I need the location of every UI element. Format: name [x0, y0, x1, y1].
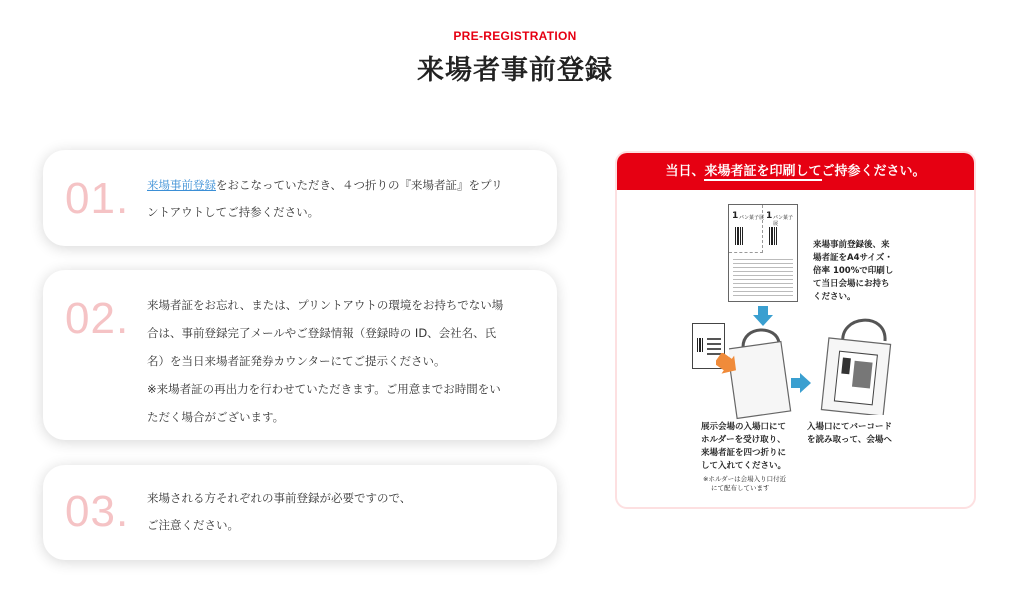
step-text-line: 名）を当日来場者証発券カウンターにてご提示ください。: [147, 354, 446, 368]
caption-line: 倍率 100%で印刷し: [813, 266, 894, 276]
step-text-line: ※来場者証の再出力を行わせていただきます。ご用意までお時間をい: [147, 382, 501, 396]
caption-line: 展示会場の入場口にて: [701, 422, 787, 432]
caption-line: 来場者証を四つ折りに: [701, 448, 787, 458]
caption-holder: [701, 421, 786, 473]
caption-line: して入れてください。: [701, 461, 787, 471]
caption-line: を読み取って、会場へ: [807, 435, 892, 445]
step-card-2: [43, 270, 557, 440]
panel-header: [617, 153, 974, 190]
ticket-digit: 1: [766, 211, 773, 221]
step-text-line: をおこなっていただき、４つ折りの『来場者証』をプリ: [216, 178, 503, 192]
step-text: [147, 172, 535, 226]
step-number: 03.: [65, 487, 130, 536]
caption-line: 入場口にてバーコード: [807, 422, 893, 432]
eyebrow-label: PRE-REGISTRATION: [453, 29, 577, 43]
arrow-down-icon: [753, 306, 773, 326]
panel-header-suffix: ご持参ください。: [821, 164, 926, 179]
step-text-line: 来場者証をお忘れ、または、プリントアウトの環境をお持ちでない場: [147, 298, 504, 312]
caption-line: て当日会場にお持ち: [813, 279, 890, 289]
step-card-3: [43, 465, 557, 560]
step-text-line: 来場される方それぞれの事前登録が必要ですので、: [147, 491, 412, 505]
pre-registration-link[interactable]: 来場事前登録: [147, 178, 216, 192]
step-text-line: 合は、事前登録完了メールやご登録情報（登録時の ID、会社名、氏: [147, 326, 497, 340]
caption-line: 場者証をA4サイズ・: [813, 253, 893, 263]
badge-holder-illustration: [729, 325, 799, 420]
caption-line: ホルダーを受け取り、: [701, 435, 786, 445]
panel-header-underlined: 来場者証を印刷して: [704, 164, 822, 179]
arrow-right-icon: [791, 373, 811, 393]
ticket-digit: 1: [732, 211, 739, 221]
step-text: [147, 291, 535, 431]
page-title: 来場者事前登録: [417, 55, 613, 86]
print-instructions-panel: [615, 151, 976, 509]
caption-entry: [807, 421, 892, 447]
caption-line: にて配布しています: [711, 484, 770, 492]
caption-line: 来場事前登録後、来: [813, 240, 890, 250]
step-text-line: ントアウトしてご持参ください。: [147, 205, 320, 219]
caption-line: ※ホルダーは会場入り口付近: [703, 475, 787, 483]
step-number: 02.: [65, 294, 130, 343]
caption-line: ください。: [813, 292, 856, 302]
printed-badge-sheet-illustration: [728, 204, 798, 302]
step-card-1: [43, 150, 557, 246]
step-text-line: ただく場合がございます。: [147, 410, 285, 424]
barcode-icon: [735, 227, 743, 245]
barcode-icon: [697, 338, 703, 352]
ticket-label: パン菓子展: [773, 215, 794, 227]
step-text: [147, 485, 535, 539]
ticket-label: パン菓子展: [739, 215, 765, 221]
badge-holder-with-badge-illustration: [817, 315, 901, 415]
panel-header-prefix: 当日、: [665, 164, 705, 179]
caption-print: [813, 239, 893, 304]
caption-holder-note: [703, 475, 786, 493]
step-number: 01.: [65, 174, 130, 223]
arrow-insert-icon: [716, 353, 738, 375]
step-text-line: ご注意ください。: [147, 518, 239, 532]
barcode-icon: [769, 227, 777, 245]
